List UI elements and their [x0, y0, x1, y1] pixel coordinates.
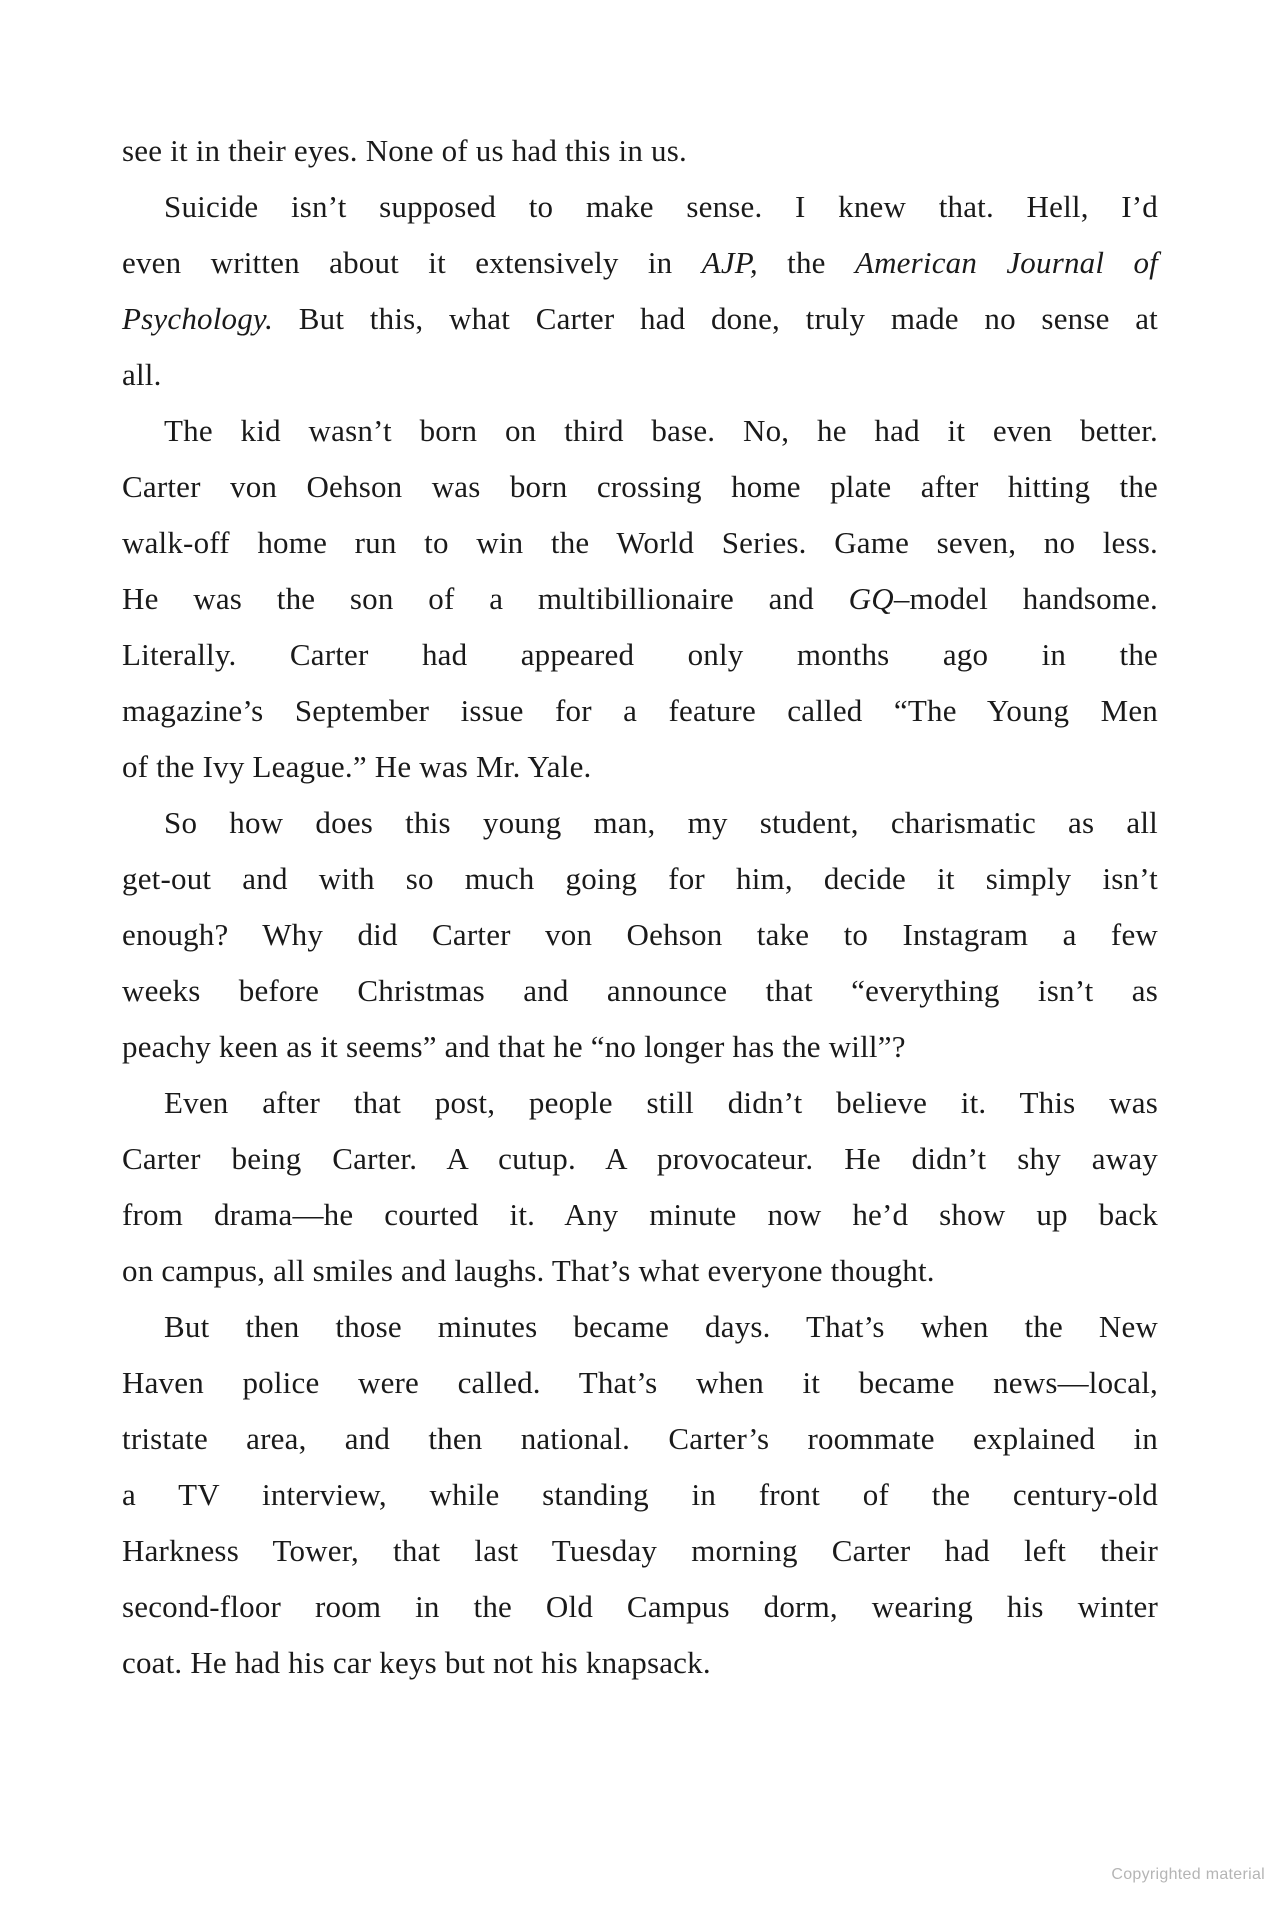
- text-line: [122, 1579, 1158, 1635]
- text-line: [122, 1187, 1158, 1243]
- page-text-block: [122, 123, 1158, 1691]
- text-run: the: [757, 245, 855, 280]
- text-run: Haven police were called. That’s when it became news—local,: [122, 1365, 1158, 1400]
- paragraph: [122, 1075, 1158, 1299]
- text-line: [122, 235, 1158, 291]
- paragraph: [122, 795, 1158, 1075]
- text-run: peachy keen as it seems” and that he “no longer has the will”?: [122, 1029, 906, 1064]
- text-line: [122, 1019, 1158, 1075]
- text-run: Suicide isn’t supposed to make sense. I knew that. Hell, I’d: [164, 189, 1158, 224]
- text-line: [122, 179, 1158, 235]
- copyright-watermark: Copyrighted material: [1111, 1866, 1265, 1883]
- text-line: [122, 347, 1158, 403]
- text-line: [122, 123, 1158, 179]
- text-line: [122, 1299, 1158, 1355]
- text-run: even written about it extensively in: [122, 245, 702, 280]
- italic-text-run: AJP,: [701, 245, 758, 280]
- text-line: [122, 1243, 1158, 1299]
- text-line: [122, 459, 1158, 515]
- text-run: coat. He had his car keys but not his knapsack.: [122, 1645, 711, 1680]
- text-run: But this, what Carter had done, truly made no sense at: [273, 301, 1158, 336]
- text-run: walk-off home run to win the World Series. Game seven, no less.: [122, 525, 1158, 560]
- text-line: [122, 963, 1158, 1019]
- text-line: [122, 851, 1158, 907]
- text-run: a TV interview, while standing in front of the century-old: [122, 1477, 1158, 1512]
- text-line: [122, 627, 1158, 683]
- italic-text-run: American Journal of: [854, 245, 1158, 280]
- text-run: all.: [122, 357, 162, 392]
- text-run: He was the son of a multibillionaire and: [122, 581, 849, 616]
- paragraph: [122, 403, 1158, 795]
- text-run: second-floor room in the Old Campus dorm, wearing his winter: [122, 1589, 1158, 1624]
- text-line: [122, 1635, 1158, 1691]
- text-run: Literally. Carter had appeared only months ago in the: [122, 637, 1158, 672]
- text-line: [122, 403, 1158, 459]
- text-run: Carter being Carter. A cutup. A provocateur. He didn’t shy away: [122, 1141, 1158, 1176]
- text-run: see it in their eyes. None of us had this in us.: [122, 133, 687, 168]
- text-run: get-out and with so much going for him, decide it simply isn’t: [122, 861, 1158, 896]
- text-line: [122, 515, 1158, 571]
- text-run: Carter von Oehson was born crossing home plate after hitting the: [122, 469, 1158, 504]
- paragraph: [122, 123, 1158, 179]
- paragraph: [122, 179, 1158, 403]
- text-line: [122, 1075, 1158, 1131]
- text-line: [122, 571, 1158, 627]
- italic-text-run: Psychology.: [122, 301, 274, 336]
- text-line: [122, 1355, 1158, 1411]
- text-run: magazine’s September issue for a feature called “The Young Men: [122, 693, 1158, 728]
- text-run: of the Ivy League.” He was Mr. Yale.: [122, 749, 592, 784]
- text-line: [122, 739, 1158, 795]
- text-line: [122, 683, 1158, 739]
- text-run: The kid wasn’t born on third base. No, he had it even better.: [164, 413, 1158, 448]
- text-line: [122, 1131, 1158, 1187]
- text-run: weeks before Christmas and announce that “everything isn’t as: [122, 973, 1158, 1008]
- italic-text-run: GQ: [848, 581, 894, 616]
- text-line: [122, 1411, 1158, 1467]
- text-line: [122, 795, 1158, 851]
- text-line: [122, 291, 1158, 347]
- text-run: on campus, all smiles and laughs. That’s what everyone thought.: [122, 1253, 935, 1288]
- paragraph: [122, 1299, 1158, 1691]
- text-run: But then those minutes became days. That’s when the New: [164, 1309, 1158, 1344]
- text-line: [122, 1467, 1158, 1523]
- text-run: enough? Why did Carter von Oehson take to Instagram a few: [122, 917, 1158, 952]
- text-run: from drama—he courted it. Any minute now he’d show up back: [122, 1197, 1158, 1232]
- text-run: Even after that post, people still didn’t believe it. This was: [164, 1085, 1158, 1120]
- text-line: [122, 1523, 1158, 1579]
- text-run: –model handsome.: [893, 581, 1158, 616]
- text-line: [122, 907, 1158, 963]
- text-run: So how does this young man, my student, charismatic as all: [164, 805, 1158, 840]
- text-run: tristate area, and then national. Carter’s roommate explained in: [122, 1421, 1158, 1456]
- text-run: Harkness Tower, that last Tuesday morning Carter had left their: [122, 1533, 1158, 1568]
